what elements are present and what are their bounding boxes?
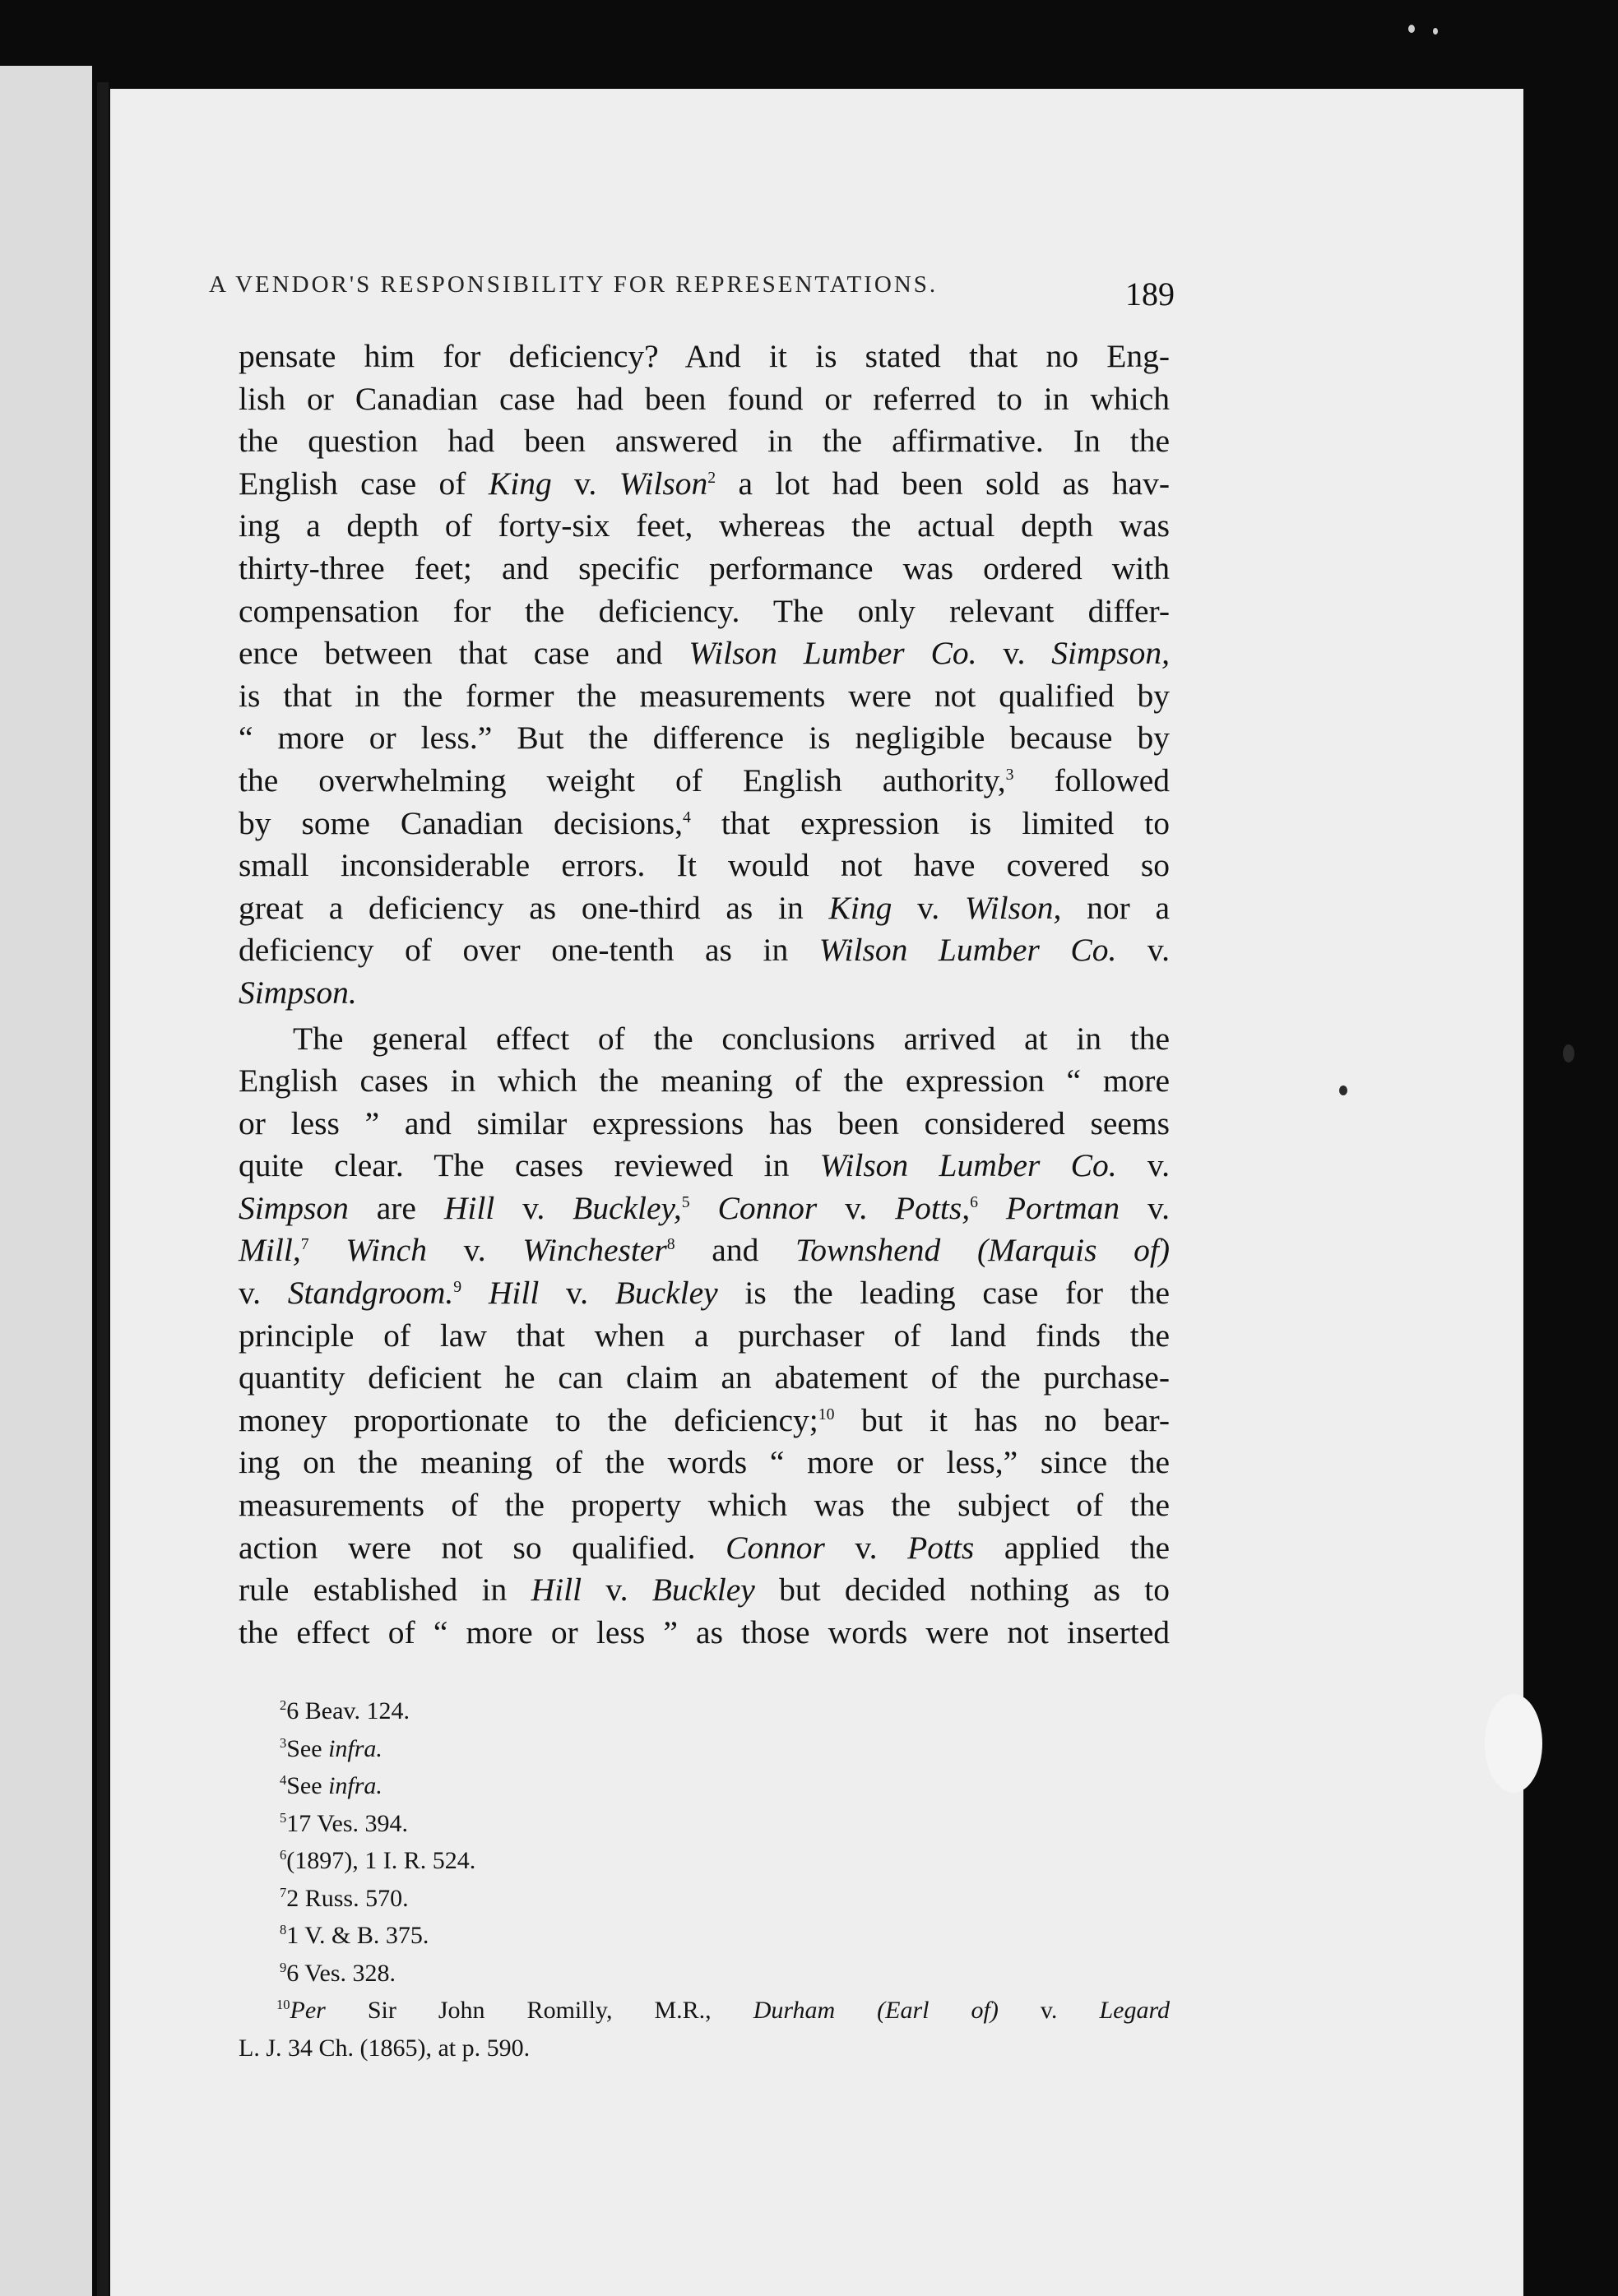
text-line: English case of King v. Wilson$^2$ a lot had been sold as hav- [239, 465, 1170, 502]
case-name: Buckley [614, 1275, 718, 1312]
case-name: Potts [907, 1529, 975, 1566]
text-line: quantity deficient he can claim an abatement of the purchase- [239, 1359, 1170, 1396]
text-line: ing on the meaning of the words “ more or less,” since the [239, 1444, 1170, 1481]
footnote-ref: 3 [1005, 765, 1014, 784]
case-name: Townshend (Marquis of) [795, 1232, 1171, 1269]
text-line: is that in the former the measurements were not qualified by [239, 677, 1170, 714]
text-line: Simpson are Hill v. Buckley,$^5$ Connor v. Potts,$^6$ Portman v. [239, 1189, 1171, 1226]
text-line: deficiency of over one-tenth as in Wilson Lumber Co. v. [239, 932, 1170, 969]
text-line: Mill,$^7$ Winch v. Winchester$^8$ and Townshend (Marquis of) [239, 1232, 1171, 1269]
footnote: $^2$6 Beav. 124. [280, 1697, 410, 1724]
case-name: Portman [1005, 1189, 1120, 1226]
case-name: Wilson Lumber Co. [688, 635, 977, 672]
footnotes [239, 1692, 1170, 2067]
scan-speck [1485, 1694, 1542, 1793]
case-name: Potts, [895, 1189, 971, 1226]
text-line: the overwhelming weight of English authority,$^3$ followed [239, 761, 1170, 799]
footnote-ref: 2 [707, 468, 716, 487]
case-name: Winchester [522, 1232, 667, 1269]
footnote: $^4$See infra. [280, 1772, 382, 1799]
case-name: Standgroom. [287, 1275, 454, 1312]
case-name: Simpson, [1051, 635, 1170, 672]
case-name: Buckley, [573, 1189, 682, 1226]
text-line: measurements of the property which was the subject of the [239, 1487, 1170, 1524]
scan-speck [1563, 1044, 1574, 1062]
case-name: Connor [726, 1529, 825, 1566]
case-name: Connor [717, 1189, 818, 1226]
footnote: $^{10}$Per Sir John Romilly, M.R., Durham (Earl of) v. Legard [276, 1997, 1170, 2024]
text-line: money proportionate to the deficiency;$^{10}$ but it has no bear- [239, 1401, 1170, 1438]
text-line: lish or Canadian case had been found or referred to in which [239, 380, 1170, 417]
text-line: the question had been answered in the affirmative. In the [239, 423, 1170, 460]
case-name: Winch [345, 1232, 427, 1269]
case-name: Hill [531, 1572, 582, 1609]
case-name: King [488, 465, 552, 502]
text-line: action were not so qualified. Connor v. Potts applied the [239, 1529, 1171, 1566]
footnote-ref: 10 [818, 1405, 835, 1423]
footnote-continuation: L. J. 34 Ch. (1865), at p. 590. [239, 2034, 531, 2062]
text-line: rule established in Hill v. Buckley but decided nothing as to [239, 1572, 1171, 1609]
footnote-ref: 6 [970, 1192, 978, 1211]
text-line: great a deficiency as one-third as in King v. Wilson, nor a [239, 889, 1171, 926]
case-name: Buckley [651, 1572, 755, 1609]
text-line: English cases in which the meaning of the expression “ more [239, 1062, 1170, 1099]
text-line: by some Canadian decisions,$^4$ that expression is limited to [239, 804, 1170, 841]
footnote: $^7$2 Russ. 570. [280, 1884, 409, 1912]
footnote: $^8$1 V. & B. 375. [280, 1922, 429, 1949]
text-line: v. Standgroom.$^9$ Hill v. Buckley is the leading case for the [239, 1275, 1170, 1312]
case-name: Wilson Lumber Co. [818, 932, 1117, 969]
text-line: quite clear. The cases reviewed in Wilson Lumber Co. v. [239, 1147, 1170, 1184]
text-line: small inconsiderable errors. It would not have covered so [239, 847, 1170, 884]
text-line: compensation for the deficiency. The only relevant differ- [239, 592, 1170, 629]
footnote: $^3$See infra. [280, 1734, 382, 1762]
case-name: Hill [443, 1189, 495, 1226]
footnote-ref: 4 [682, 808, 691, 826]
scan-speck [1408, 25, 1415, 33]
text-line: ing a depth of forty-six feet, whereas the actual depth was [239, 507, 1170, 544]
footnote-ref: 5 [681, 1192, 690, 1211]
running-header [209, 271, 1196, 321]
text-line: The general effect of the conclusions arrived at in the [293, 1020, 1170, 1057]
text-line: thirty-three feet; and specific performance was ordered with [239, 549, 1170, 586]
body-text [239, 336, 1170, 1654]
scan-speck [1433, 28, 1438, 35]
text-line [239, 972, 1170, 1015]
case-name: Wilson, [964, 889, 1062, 926]
scan-speck [1339, 1086, 1347, 1095]
left-page-edge [0, 66, 92, 2296]
case-name: Wilson [619, 465, 708, 502]
footnote: $^5$17 Ves. 394. [280, 1809, 409, 1837]
page-number: 189 [1125, 275, 1175, 312]
case-name: Mill, [239, 1232, 301, 1269]
footnote-ref: 9 [453, 1277, 462, 1296]
text-line: or less ” and similar expressions has been considered seems [239, 1104, 1170, 1141]
running-title: A VENDOR'S RESPONSIBILITY FOR REPRESENTATIONS. [209, 271, 939, 298]
footnote-ref: 7 [300, 1235, 309, 1254]
text-line: pensate him for deficiency? And it is stated that no Eng- [239, 338, 1170, 374]
footnote-ref: 8 [666, 1235, 675, 1254]
text-line: ence between that case and Wilson Lumber Co. v. Simpson, [239, 635, 1170, 672]
footnote: $^9$6 Ves. 328. [280, 1959, 396, 1987]
binding-rule [97, 82, 109, 2296]
text-line: “ more or less.” But the difference is negligible because by [239, 720, 1170, 757]
case-name: Simpson. [239, 974, 357, 1011]
text-line: principle of law that when a purchaser of land finds the [239, 1317, 1170, 1354]
case-name: Wilson Lumber Co. [819, 1147, 1117, 1184]
case-name: Hill [488, 1275, 540, 1312]
text-line: the effect of “ more or less ” as those words were not inserted [239, 1613, 1170, 1650]
case-name: Simpson [239, 1189, 349, 1226]
case-name: King [828, 889, 892, 926]
footnote: $^6$(1897), 1 I. R. 524. [280, 1847, 476, 1874]
